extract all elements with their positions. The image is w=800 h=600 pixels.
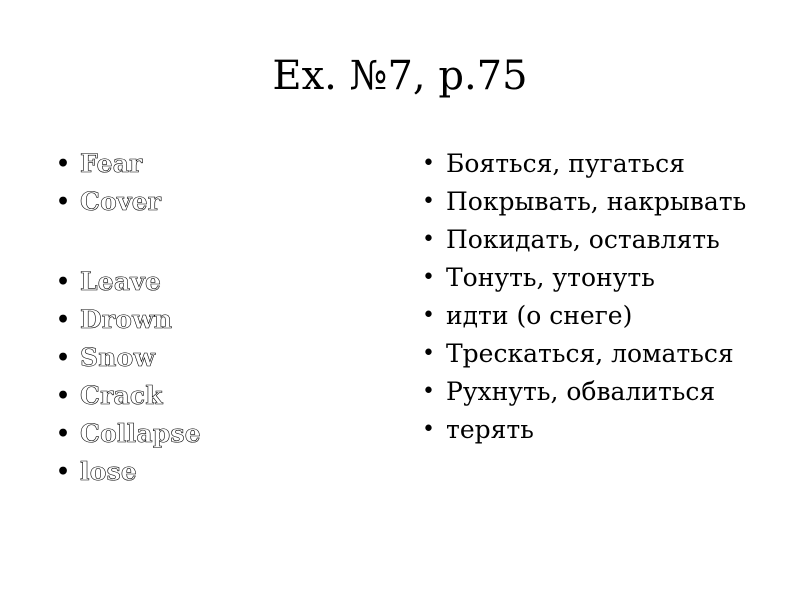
bullet-icon: • — [422, 417, 435, 442]
word-label: Crack — [80, 381, 163, 410]
translation-label: Покрывать, накрывать — [446, 187, 747, 216]
list-item-cover — [54, 183, 354, 221]
bullet-icon: • — [422, 341, 435, 366]
bullet-icon: • — [56, 383, 71, 409]
list-item-translation — [420, 335, 780, 373]
list-item-drown — [54, 301, 354, 339]
bullet-icon: • — [56, 421, 71, 447]
translation-label: терять — [446, 415, 534, 444]
list-item-crack — [54, 377, 354, 415]
word-label: Fear — [80, 149, 143, 178]
list-item-leave — [54, 263, 354, 301]
list-item-translation — [420, 221, 780, 259]
bullet-icon: • — [56, 151, 71, 177]
bullet-icon: • — [422, 303, 435, 328]
list-item-translation — [420, 145, 780, 183]
translation-label: Бояться, пугаться — [446, 149, 685, 178]
slide-title: Ex. №7, p.75 — [272, 53, 528, 99]
list-spacer — [54, 221, 354, 263]
bullet-icon: • — [56, 459, 71, 485]
translation-label: Рухнуть, обвалиться — [446, 377, 716, 406]
bullet-icon: • — [422, 189, 435, 214]
translation-label: Покидать, оставлять — [446, 225, 720, 254]
english-word-list — [54, 145, 354, 491]
translation-label: Тонуть, утонуть — [446, 263, 655, 292]
list-item-translation — [420, 259, 780, 297]
russian-translation-list — [420, 145, 780, 449]
word-label: lose — [80, 457, 137, 486]
word-label: Collapse — [80, 419, 201, 448]
word-label: Drown — [80, 305, 173, 334]
bullet-icon: • — [422, 379, 435, 404]
word-label: Snow — [80, 343, 156, 372]
translation-label: Трескаться, ломаться — [446, 339, 734, 368]
list-item-fear — [54, 145, 354, 183]
translation-label: идти (о снеге) — [446, 301, 633, 330]
bullet-icon: • — [422, 227, 435, 252]
bullet-icon: • — [56, 307, 71, 333]
bullet-icon: • — [422, 265, 435, 290]
list-item-translation — [420, 373, 780, 411]
list-item-translation — [420, 297, 780, 335]
bullet-icon: • — [56, 189, 71, 215]
word-label: Cover — [80, 187, 162, 216]
list-item-translation — [420, 411, 780, 449]
bullet-icon: • — [422, 151, 435, 176]
word-label: Leave — [80, 267, 162, 296]
bullet-icon: • — [56, 269, 71, 295]
list-item-translation — [420, 183, 780, 221]
list-item-snow — [54, 339, 354, 377]
bullet-icon: • — [56, 345, 71, 371]
list-item-lose — [54, 453, 354, 491]
list-item-collapse — [54, 415, 354, 453]
